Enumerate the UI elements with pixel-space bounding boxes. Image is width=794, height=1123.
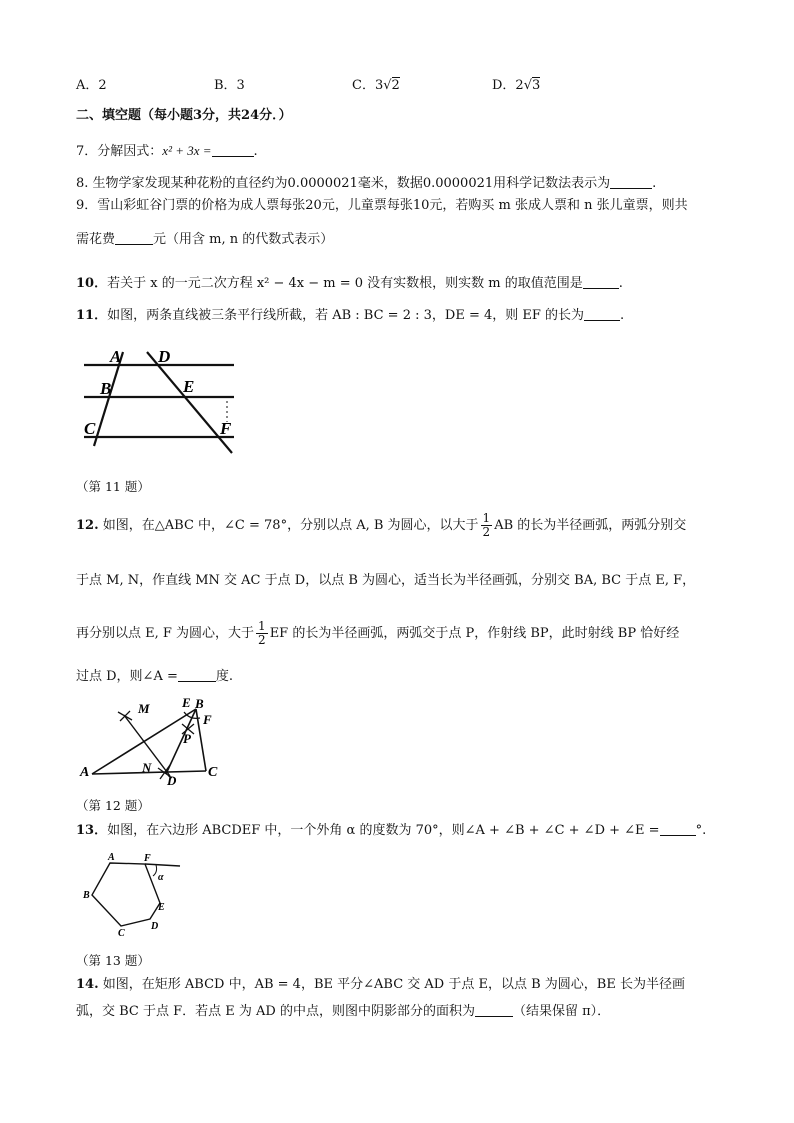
q13-text: 如图，在六边形 ABCDEF 中，一个外角 α 的度数为 70°，则∠A + ∠B + ∠C + ∠D + ∠E = [107,823,660,838]
q7-text: 分解因式： [97,144,163,159]
q13-end: °. [695,823,707,838]
fraction-half [481,512,493,539]
option-b: B．3 [214,78,245,93]
option-c-prefix: C．3 [352,78,384,93]
option-d-radicand: 3 [532,78,541,93]
label-d: D [167,773,177,788]
q8-answer-blank[interactable] [610,174,652,189]
label-n: N [142,760,152,775]
fraction-half [256,620,268,647]
question-8 [76,174,656,193]
figure-13-caption: （第 13 题） [76,953,150,968]
label-b: B [100,379,112,398]
question-12-line-4 [76,667,233,686]
q12-number: 12. [76,518,99,533]
q11-end: . [620,308,625,323]
question-9-line-2 [76,230,333,249]
fraction-numerator: 1 [482,511,491,525]
q9-text-b: 元（用含 m, n 的代数式表示） [153,232,334,247]
arc-mark-m [118,711,132,721]
q12-text-c: 再分别以点 E, F 为圆心，大于 [76,626,255,641]
sqrt-sign: √ [523,78,532,93]
option-c [352,74,400,93]
q10-answer-blank[interactable] [583,274,619,289]
label-a: A [110,347,122,366]
label-b: B [195,696,204,711]
q12-text-a: 如图，在△ABC 中，∠C = 78°，分别以点 A, B 为圆心，以大于 [102,518,479,533]
q10-end: . [618,276,623,291]
q7-number: 7． [76,144,98,159]
question-14-line-1 [76,976,685,994]
label-alpha: α [158,872,164,883]
angle-arc [153,865,157,876]
figure-11-caption: （第 11 题） [76,479,150,494]
q12-answer-blank[interactable] [178,667,216,682]
q12-text-f: 度. [215,669,234,684]
label-p: P [183,731,191,746]
q13-answer-blank[interactable] [660,821,696,836]
section-title: 二、填空题（每小题3分，共24分．） [76,108,292,123]
hexagon [92,863,160,926]
q7-answer-blank[interactable] [212,142,254,157]
label-c: C [208,765,218,780]
q7-expression: x² + 3x = [162,143,212,158]
label-a: A [80,765,90,780]
q12-text-e: 过点 D，则∠A = [76,669,178,684]
label-e: E [183,377,195,396]
figure-12 [78,692,248,792]
q14-number: 14. [76,977,99,992]
option-a: A．2 [76,78,107,93]
q7-end: . [253,144,258,159]
fraction-numerator: 1 [258,619,266,633]
question-12-line-1 [76,512,686,539]
label-f: F [144,853,151,864]
label-d: D [158,347,171,366]
q9-text-a: 需花费 [76,232,116,247]
question-14-line-2 [76,1002,610,1021]
figure-11 [76,340,246,460]
option-d-prefix: D．2 [492,78,524,93]
figure-12-caption: （第 12 题） [76,798,150,813]
label-c: C [118,928,125,936]
q8-text: 8. 生物学家发现某种花粉的直径约为0.0000021毫米，数据0.0000021用科学记数法表示为 [76,176,611,191]
label-f: F [220,419,232,438]
extended-side [145,864,180,866]
fraction-denominator: 2 [482,525,491,539]
q11-answer-blank[interactable] [584,306,620,321]
q12-text-d: EF 的长为半径画弧，两弧交于点 P，作射线 BP，此时射线 BP 恰好经 [269,626,680,641]
label-f: F [203,712,212,727]
question-7 [76,142,258,161]
label-e: E [158,902,165,913]
fraction-denominator: 2 [258,633,266,647]
q14-text-a: 如图，在矩形 ABCD 中，AB = 4，BE 平分∠ABC 交 AD 于点 E，以点 B 为圆心，BE 长为半径画 [102,977,685,992]
label-m: M [138,701,150,716]
q10-text: 若关于 x 的一元二次方程 x² − 4x − m = 0 没有实数根，则实数 m 的取值范围是 [107,276,583,291]
option-c-radicand: 2 [391,78,400,93]
label-b: B [83,890,90,901]
question-12-line-2: 于点 M, N，作直线 MN 交 AC 于点 D，以点 B 为圆心，适当长为半径画弧，分别交 BA, BC 于点 E, F， [76,573,696,588]
q14-answer-blank[interactable] [475,1002,513,1017]
q14-text-b: 弧，交 BC 于点 F．若点 E 为 AD 的中点，则图中阴影部分的面积为 [76,1004,475,1019]
question-11 [76,306,624,325]
q8-end: . [652,176,657,191]
label-d: D [151,921,159,932]
q14-text-c: （结果保留 π）． [513,1004,611,1019]
q10-number: 10． [76,276,108,291]
q11-number: 11． [76,308,108,323]
option-d [492,74,540,93]
question-10 [76,274,623,293]
question-12-line-3 [76,620,679,647]
q9-answer-blank[interactable] [115,230,153,245]
label-c: C [84,419,96,438]
label-e: E [182,695,191,710]
q11-text: 如图，两条直线被三条平行线所截，若 AB : BC = 2 : 3，DE = 4，则 EF 的长为 [107,308,585,323]
transversal-1 [94,352,123,446]
q12-text-b: AB 的长为半径画弧，两弧分别交 [494,518,687,533]
figure-13 [78,846,198,936]
sqrt-sign: √ [383,78,392,93]
label-a: A [108,852,115,863]
question-9-line-1: 9．雪山彩虹谷门票的价格为成人票每张20元，儿童票每张10元，若购买 m 张成人票和 n 张儿童票，则共 [76,198,688,213]
question-13 [76,821,706,840]
q13-number: 13． [76,823,108,838]
